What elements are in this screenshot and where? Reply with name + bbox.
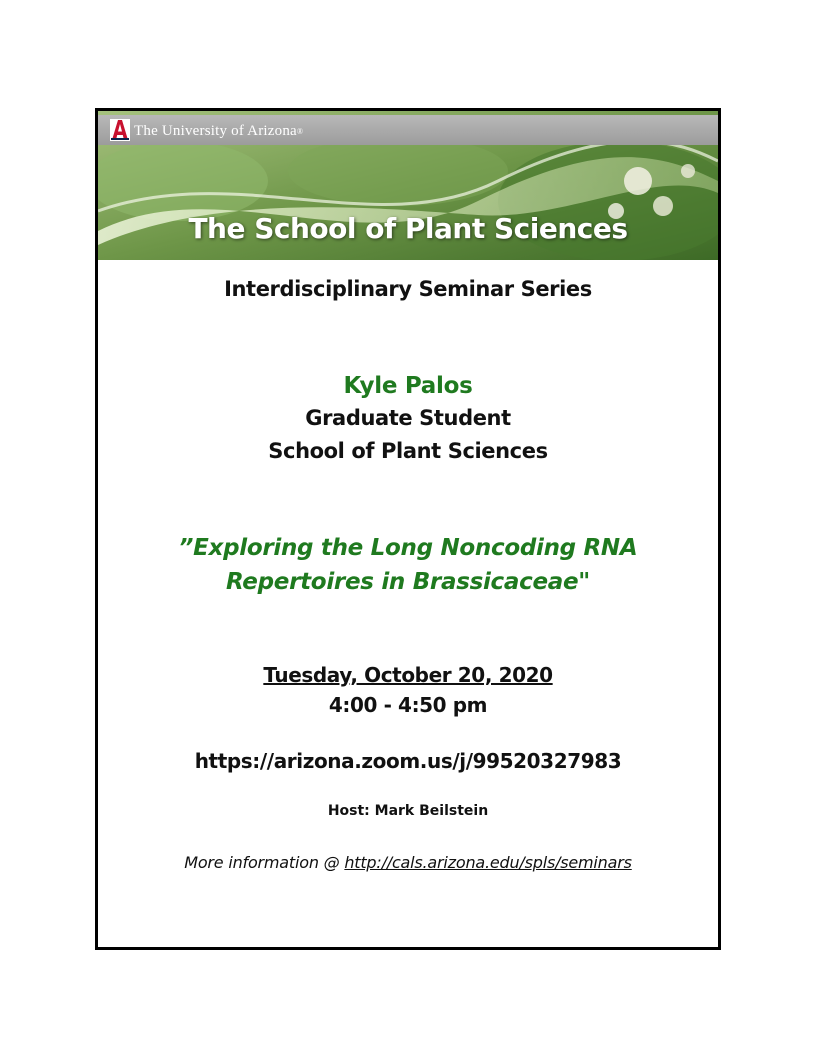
talk-title-line-1: ”Exploring the Long Noncoding RNA [178, 535, 638, 561]
talk-title-line-2: Repertoires in Brassicaceae" [226, 569, 590, 595]
registered-mark: ® [296, 127, 304, 137]
speaker-name: Kyle Palos [343, 373, 473, 399]
seminars-link[interactable]: http://cals.arizona.edu/spls/seminars [344, 853, 632, 872]
university-name-text: The University of Arizona [134, 123, 297, 139]
speaker-role: Graduate Student [305, 406, 511, 430]
university-name [134, 123, 303, 140]
speaker-department: School of Plant Sciences [268, 439, 548, 463]
zoom-link[interactable]: https://arizona.zoom.us/j/99520327983 [194, 749, 622, 773]
school-title: The School of Plant Sciences [188, 212, 628, 245]
header-banner [98, 111, 718, 260]
event-time: 4:00 - 4:50 pm [328, 693, 488, 717]
flyer-frame [95, 108, 721, 950]
university-of-arizona-logo-icon [110, 119, 130, 141]
host: Host: Mark Beilstein [327, 803, 489, 819]
more-information [98, 853, 718, 872]
seminar-series: Interdisciplinary Seminar Series [224, 277, 592, 301]
more-info-prefix: More information @ [184, 853, 345, 872]
university-bar [98, 115, 718, 145]
event-date: Tuesday, October 20, 2020 [263, 663, 553, 687]
